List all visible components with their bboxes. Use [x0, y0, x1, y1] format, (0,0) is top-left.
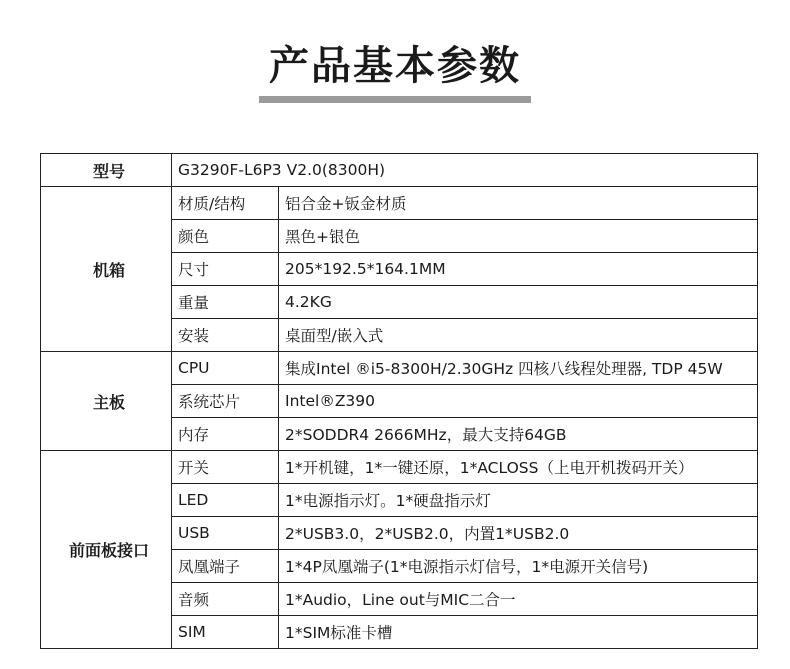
spec-value: 205*192.5*164.1MM: [279, 253, 758, 286]
spec-value: 2*SODDR4 2666MHz，最大支持64GB: [279, 418, 758, 451]
spec-table: [40, 153, 758, 649]
spec-value: 1*Audio，Line out与MIC二合一: [279, 583, 758, 616]
spec-key: 安装: [172, 319, 279, 352]
spec-key: 音频: [172, 583, 279, 616]
table-row: [41, 451, 758, 484]
table-row: [41, 352, 758, 385]
spec-value: 1*SIM标准卡槽: [279, 616, 758, 649]
spec-value: 4.2KG: [279, 286, 758, 319]
spec-key: USB: [172, 517, 279, 550]
spec-key: 尺寸: [172, 253, 279, 286]
spec-value: 铝合金+钣金材质: [279, 187, 758, 220]
spec-key: 内存: [172, 418, 279, 451]
spec-key: 颜色: [172, 220, 279, 253]
spec-key: CPU: [172, 352, 279, 385]
spec-value: 集成Intel ®i5-8300H/2.30GHz 四核八线程处理器, TDP 45W: [279, 352, 758, 385]
spec-key: 重量: [172, 286, 279, 319]
spec-value: 桌面型/嵌入式: [279, 319, 758, 352]
spec-value: 1*4P凤凰端子(1*电源指示灯信号，1*电源开关信号): [279, 550, 758, 583]
group-label-front-panel: 前面板接口: [41, 451, 172, 649]
spec-key: LED: [172, 484, 279, 517]
spec-key: SIM: [172, 616, 279, 649]
spec-key: 系统芯片: [172, 385, 279, 418]
spec-key: 材质/结构: [172, 187, 279, 220]
group-label-chassis: 机箱: [41, 187, 172, 352]
spec-key: 开关: [172, 451, 279, 484]
title-underline: [259, 96, 531, 103]
spec-value: 1*开机键，1*一键还原，1*ACLOSS（上电开机拨码开关）: [279, 451, 758, 484]
model-label: 型号: [41, 154, 172, 187]
spec-value: 1*电源指示灯。1*硬盘指示灯: [279, 484, 758, 517]
table-row: [41, 187, 758, 220]
group-label-mainboard: 主板: [41, 352, 172, 451]
page-title: 产品基本参数: [269, 43, 521, 89]
spec-key: 凤凰端子: [172, 550, 279, 583]
model-value: G3290F-L6P3 V2.0(8300H): [172, 154, 758, 187]
spec-value: 2*USB3.0，2*USB2.0，内置1*USB2.0: [279, 517, 758, 550]
spec-value: 黑色+银色: [279, 220, 758, 253]
spec-value: Intel®Z390: [279, 385, 758, 418]
model-row: [41, 154, 758, 187]
